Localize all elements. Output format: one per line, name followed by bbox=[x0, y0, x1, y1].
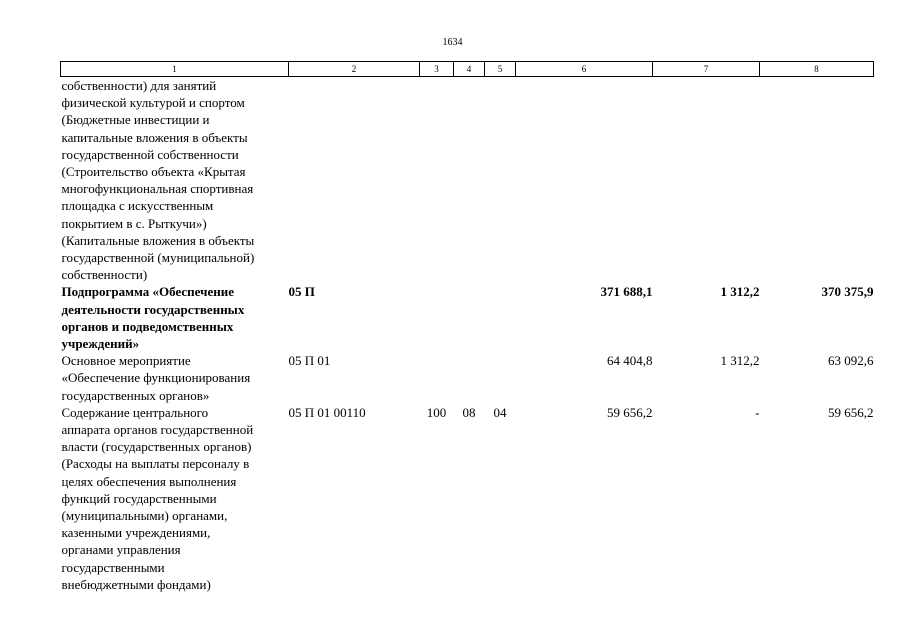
row-col6: 64 404,8 bbox=[607, 353, 653, 369]
row-col3 bbox=[420, 77, 454, 284]
row-name: Подпрограмма «Обеспечение деятельности государственных органов и подведомственных учреждений» bbox=[61, 284, 245, 352]
table-row bbox=[61, 352, 874, 404]
row-code: 05 П 01 bbox=[288, 353, 331, 369]
row-col8: 370 375,9 bbox=[821, 284, 874, 300]
row-code: 05 П bbox=[288, 284, 315, 300]
row-col3: 100 bbox=[426, 404, 447, 420]
budget-table bbox=[60, 61, 874, 593]
table-row-subprogram bbox=[61, 283, 874, 352]
table-row bbox=[61, 404, 874, 593]
row-col7: - bbox=[755, 404, 760, 420]
row-col3 bbox=[420, 352, 454, 404]
column-number: 6 bbox=[516, 62, 653, 77]
row-col6: 371 688,1 bbox=[600, 284, 653, 300]
row-code bbox=[289, 77, 420, 284]
row-name: Содержание центрального аппарата органов государственной власти (государственных органов) (Расходы на выплаты персоналу в целях обеспечения выполнения функций государственными (муниципальными) органами, казенными учреждениями, органами управления государственными внебюджетными фондами) bbox=[61, 404, 254, 592]
page-number: 1634 bbox=[442, 37, 463, 48]
column-number: 8 bbox=[760, 62, 874, 77]
row-col5 bbox=[485, 77, 516, 284]
row-col4 bbox=[454, 352, 485, 404]
column-number: 4 bbox=[454, 62, 485, 77]
row-col6 bbox=[516, 77, 653, 284]
column-number: 1 bbox=[61, 62, 289, 77]
column-number: 7 bbox=[653, 62, 760, 77]
row-name: Основное мероприятие «Обеспечение функционирования государственных органов» bbox=[61, 353, 251, 403]
row-name: собственности) для занятий физической культурой и спортом (Бюджетные инвестиции и капитальные вложения в объекты государственной собственности (Строительство объекта «Крытая многофункциональная спортивная площадка с искусственным покрытием в с. Рыткучи») (Капитальные вложения в объекты государственной (муниципальной) собственности) bbox=[61, 78, 255, 283]
row-col8: 59 656,2 bbox=[828, 404, 874, 420]
column-number: 2 bbox=[289, 62, 420, 77]
row-col8 bbox=[760, 77, 874, 284]
row-col7 bbox=[653, 77, 760, 284]
row-col6: 59 656,2 bbox=[607, 404, 653, 420]
row-col4: 08 bbox=[462, 404, 476, 420]
row-code: 05 П 01 00110 bbox=[288, 404, 366, 420]
row-col4 bbox=[454, 283, 485, 352]
row-col8: 63 092,6 bbox=[828, 353, 874, 369]
column-number: 5 bbox=[485, 62, 516, 77]
row-col5 bbox=[485, 283, 516, 352]
row-col7: 1 312,2 bbox=[720, 353, 760, 369]
row-col7: 1 312,2 bbox=[720, 284, 760, 300]
row-col4 bbox=[454, 77, 485, 284]
row-col3 bbox=[420, 283, 454, 352]
column-number-row bbox=[61, 62, 874, 77]
table-row bbox=[61, 77, 874, 284]
column-number: 3 bbox=[420, 62, 454, 77]
row-col5: 04 bbox=[493, 404, 507, 420]
row-col5 bbox=[485, 352, 516, 404]
